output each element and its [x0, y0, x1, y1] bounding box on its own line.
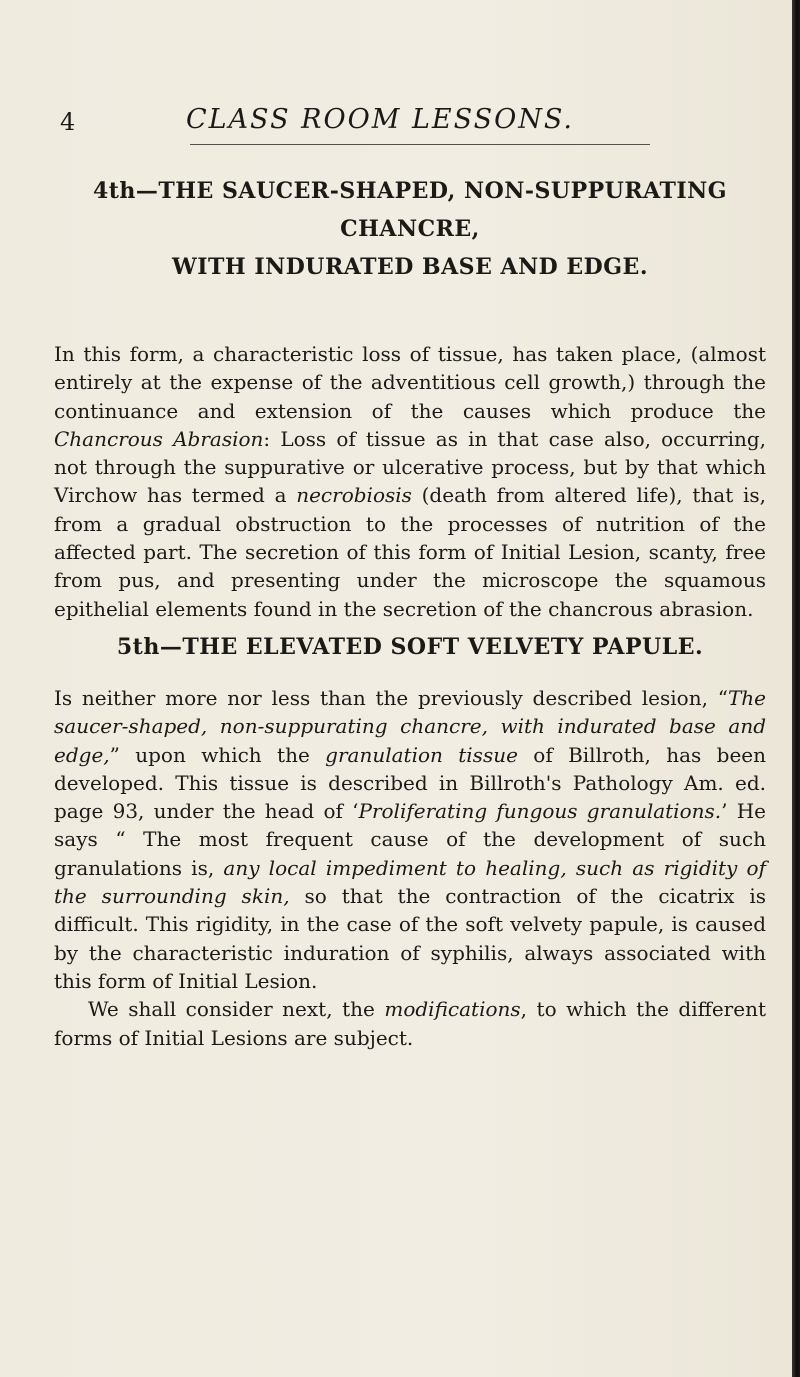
italic-term: modifications — [384, 997, 521, 1022]
italic-term: Chancrous Abrasion — [54, 426, 264, 451]
italic-term: necrobiosis — [296, 483, 412, 508]
text-run: We shall consider next, the — [88, 997, 385, 1022]
header-rule — [190, 144, 650, 145]
text-run: In this form, a characteristic loss of tissue, has taken place, (almost entirely at the expense of the adventitious cell growth,) through the continuance and extension of the causes which produce the — [54, 342, 766, 423]
body-paragraph — [54, 340, 766, 623]
section-5-body — [54, 684, 766, 1052]
heading-line: WITH INDURATED BASE AND EDGE. — [172, 254, 648, 280]
heading-line: 4th—THE SAUCER-SHAPED, NON-SUPPURATING — [92, 178, 728, 204]
text-run: ” upon which the — [109, 742, 326, 767]
text-run: : Loss of tissue as in that case also, occurring, not through the suppurative or ulcerative process, but by that which Virchow has termed a — [54, 426, 767, 508]
text-run: , to which the different forms of Initial Lesions are subject. — [54, 997, 766, 1050]
italic-term: granulation tissue — [325, 742, 518, 767]
body-paragraph — [54, 995, 766, 1052]
text-run: (death from altered life), that is, from a gradual obstruction to the processes of nutrition of the affected part. The secretion of this form of Initial Lesion, scanty, free from pus, and presenting under the microscope the squamous epithelial elements found in the secretion of the chancrous abrasion. — [54, 483, 766, 621]
section-5-heading — [54, 628, 766, 666]
book-spine-edge — [792, 0, 800, 1377]
heading-line: CHANCRE, — [340, 216, 480, 242]
italic-term: The saucer-shaped, non-suppurating chancre, with indurated base and edge, — [54, 686, 766, 767]
section-4-body — [54, 340, 766, 623]
text-run: of Billroth, has been developed. This tissue is described in Billroth's Pathology Am. ed. page 93, under the head of ‘ — [54, 742, 766, 824]
text-run: Is neither more nor less than the previously described lesion, “ — [54, 686, 728, 710]
text-run: so that the contraction of the cicatrix is difficult. This rigidity, in the case of the soft velvety papule, is caused by the characteristic induration of syphilis, always associated with this form of Initial Lesion. — [54, 884, 766, 993]
section-heading: 5th—THE ELEVATED SOFT VELVETY PAPULE. — [116, 634, 704, 660]
body-paragraph — [54, 684, 766, 995]
italic-term: Proliferating fungous granulations. — [358, 799, 722, 824]
section-4-heading — [54, 172, 766, 286]
page-header — [60, 104, 760, 144]
page-number: 4 — [60, 108, 76, 136]
section-heading — [54, 172, 766, 286]
italic-term: any local impediment to healing, such as rigidity of the surrounding skin, — [54, 855, 766, 909]
text-run: ’ He says “ The most frequent cause of the development of such granulations is, — [54, 799, 766, 880]
running-head: CLASS ROOM LESSONS. — [185, 104, 575, 135]
